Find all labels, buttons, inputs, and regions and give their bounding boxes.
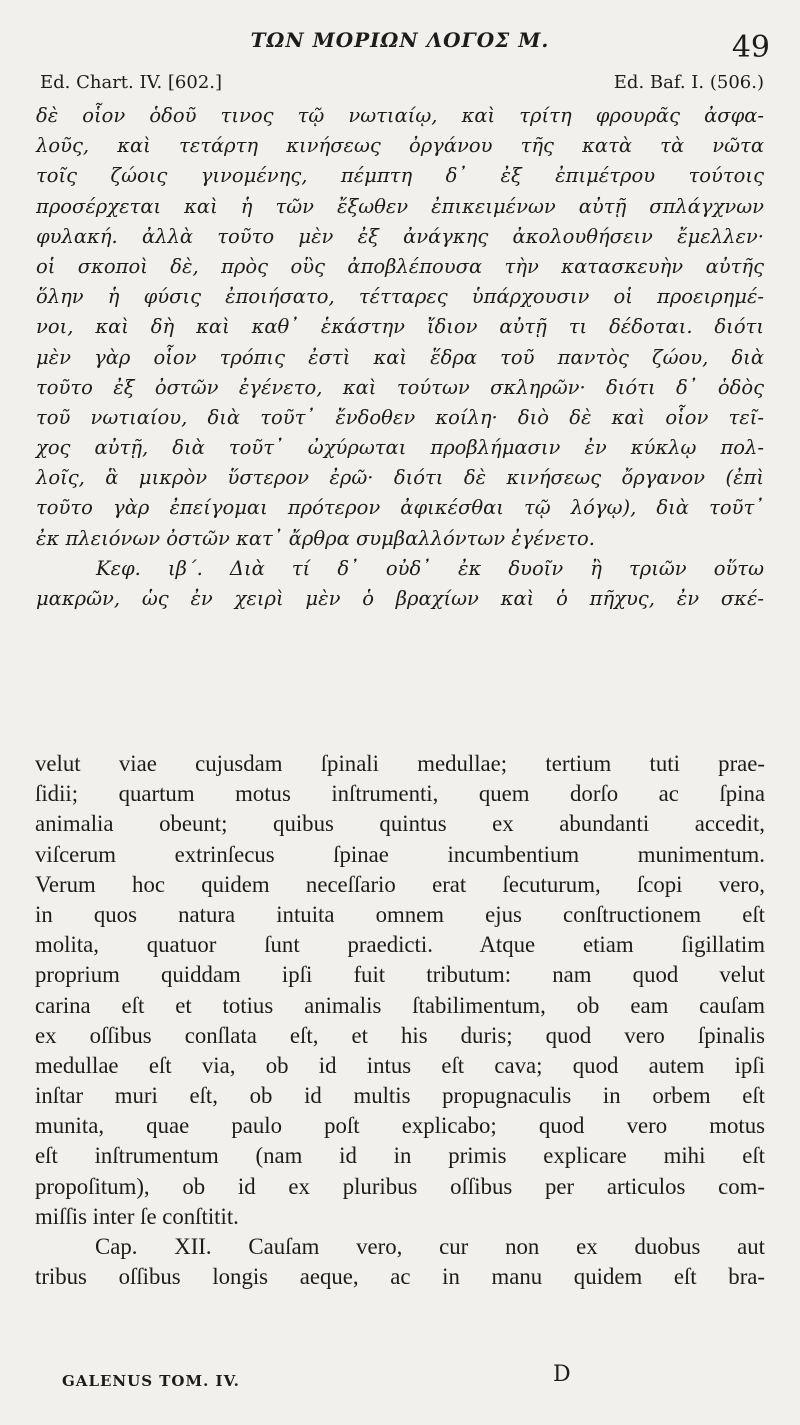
- greek-line: μὲν γὰρ οἷον τρόπις ἐστὶ καὶ ἕδρα τοῦ παντὸς ζώου, διὰ: [36, 345, 764, 369]
- latin-line: ex oſſibus conſlata eſt, et his duris; quod vero ſpinalis: [35, 1022, 765, 1048]
- latin-line: viſcerum extrinſecus ſpinae incumbentium munimentum.: [35, 841, 765, 867]
- greek-line: τοῦ νωτιαίου, διὰ τοῦτ᾽ ἔνδοθεν κοίλη· διὸ δὲ καὶ οἷον τεῖ-: [36, 405, 764, 429]
- latin-line: proprium quiddam ipſi fuit tributum: nam quod velut: [35, 962, 765, 988]
- latin-line: animalia obeunt; quibus quintus ex abundanti accedit,: [35, 811, 765, 837]
- latin-line: eſt inſtrumentum (nam id in primis explicare mihi eſt: [35, 1143, 765, 1169]
- greek-line: φυλακή. ἀλλὰ τοῦτο μὲν ἐξ ἀνάγκης ἀκολουθήσειν ἔμελλεν·: [36, 224, 764, 248]
- greek-chapter-heading-line: Κεφ. ιβ΄. Διὰ τί δ᾽ οὐδ᾽ ἐκ δυοῖν ἢ τριῶν οὕτω: [96, 556, 764, 580]
- latin-line: tribus oſſibus longis aeque, ac in manu quidem eſt bra-: [35, 1264, 765, 1290]
- greek-line: λοῖς, ἃ μικρὸν ὕστερον ἐρῶ· διότι δὲ κινήσεως ὄργανον (ἐπὶ: [36, 466, 764, 490]
- signature-mark: D: [553, 1362, 571, 1387]
- latin-line: carina eſt et totius animalis ſtabilimentum, ob eam cauſam: [35, 992, 765, 1018]
- greek-line: δὲ οἷον ὁδοῦ τινος τῷ νωτιαίῳ, καὶ τρίτη φρουρᾶς ἀσφα-: [36, 104, 764, 127]
- greek-line: μακρῶν, ὡς ἐν χειρὶ μὲν ὁ βραχίων καὶ ὁ πῆχυς, ἐν σκέ-: [36, 587, 764, 610]
- running-title: ΤΩΝ ΜΟΡΙΩΝ ΛΟΓΟΣ Μ.: [250, 28, 550, 52]
- latin-line: munita, quae paulo poſt explicabo; quod vero motus: [35, 1113, 765, 1139]
- latin-chapter-heading-line: Cap. XII. Cauſam vero, cur non ex duobus aut: [95, 1234, 765, 1259]
- greek-line: οἱ σκοποὶ δὲ, πρὸς οὓς ἀποβλέπουσα τὴν κατασκευὴν αὐτῆς: [36, 254, 764, 278]
- edition-right: Ed. Baf. I. (506.): [613, 72, 764, 93]
- greek-line: τοῖς ζώοις γινομένης, πέμπτη δ᾽ ἐξ ἐπιμέτρου τούτοις: [36, 164, 764, 188]
- page-number: 49: [731, 30, 770, 65]
- latin-line: medullae eſt via, ob id intus eſt cava; quod autem ipſi: [35, 1052, 765, 1078]
- edition-line: [40, 72, 764, 93]
- greek-line: τοῦτο γὰρ ἐπείγομαι πρότερον ἀφικέσθαι τῷ λόγῳ), διὰ τοῦτ᾽: [36, 496, 764, 520]
- greek-line: νοι, καὶ δὴ καὶ καθ᾽ ἑκάστην ἴδιον αὐτῇ τι δέδοται. διότι: [36, 315, 764, 339]
- latin-line: miſſis inter ſe conſtitit.: [35, 1203, 239, 1229]
- latin-line: velut viae cujusdam ſpinali medullae; tertium tuti prae-: [35, 751, 765, 776]
- greek-line: ἐκ πλειόνων ὀστῶν κατ᾽ ἄρθρα συμβαλλόντων ἐγένετο.: [36, 526, 595, 550]
- greek-line: λοῦς, καὶ τετάρτη κινήσεως ὀργάνου τῆς κατὰ τὰ νῶτα: [36, 134, 764, 158]
- latin-line: inſtar muri eſt, ob id multis propugnaculis in orbem eſt: [35, 1083, 765, 1109]
- greek-line: προσέρχεται καὶ ἡ τῶν ἔξωθεν ἐπικειμένων αὐτῇ σπλάγχνων: [36, 194, 764, 218]
- greek-line: ὅλην ἡ φύσις ἐποιήσατο, τέτταρες ὑπάρχουσιν οἱ προειρημέ-: [36, 285, 764, 309]
- latin-line: molita, quatuor ſunt praedicti. Atque etiam ſigillatim: [35, 932, 765, 958]
- latin-line: propoſitum), ob id ex pluribus oſſibus per articulos com-: [35, 1173, 765, 1199]
- greek-line: τοῦτο ἐξ ὀστῶν ἐγένετο, καὶ τούτων σκληρῶν· διότι δ᾽ ὁδὸς: [36, 375, 764, 399]
- edition-left: Ed. Chart. IV. [602.]: [40, 72, 223, 93]
- latin-line: Verum hoc quidem neceſſario erat ſecuturum, ſcopi vero,: [35, 871, 765, 897]
- latin-text: [35, 749, 765, 1292]
- footer-volume: GALENUS TOM. IV.: [62, 1372, 240, 1390]
- greek-text: [36, 101, 764, 614]
- greek-line: χος αὐτῇ, διὰ τοῦτ᾽ ὠχύρωται προβλήμασιν ἐν κύκλῳ πολ-: [36, 436, 764, 460]
- latin-line: in quos natura intuita omnem ejus conſtructionem eſt: [35, 901, 765, 927]
- latin-line: ſidii; quartum motus inſtrumenti, quem dorſo ac ſpina: [35, 781, 765, 807]
